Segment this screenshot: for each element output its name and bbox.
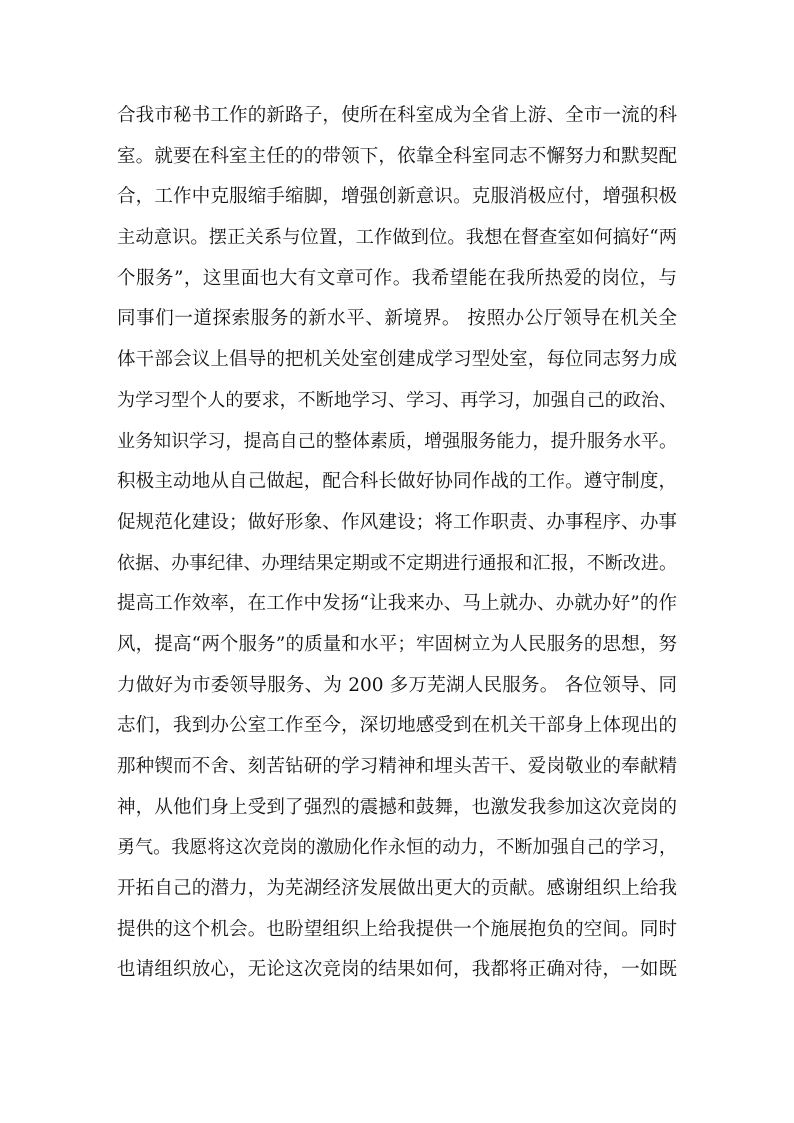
text-line: 同事们一道探索服务的新水平、新境界。 按照办公厅领导在机关全 bbox=[117, 308, 677, 330]
text-line: 那种锲而不舍、刻苦钻研的学习精神和埋头苦干、爱岗敬业的奉献精 bbox=[117, 756, 677, 777]
text-line: 提高工作效率，在工作中发扬“让我来办、马上就办、办就办好”的作 bbox=[117, 593, 677, 615]
text-line: 为学习型个人的要求，不断地学习、学习、再学习，加强自己的政治、 bbox=[117, 389, 677, 411]
body-text bbox=[117, 96, 677, 991]
text-line: 个服务”，这里面也大有文章可作。我希望能在我所热爱的岗位，与 bbox=[117, 267, 677, 289]
text-line: 室。就要在科室主任的的带领下，依靠全科室同志不懈努力和默契配 bbox=[117, 145, 677, 167]
text-line: 风，提高“两个服务”的质量和水平；牢固树立为人民服务的思想，努 bbox=[117, 633, 677, 655]
text-line: 神，从他们身上受到了强烈的震撼和鼓舞，也激发我参加这次竞岗的 bbox=[117, 796, 677, 818]
text-line: 也请组织放心，无论这次竞岗的结果如何，我都将正确对待，一如既 bbox=[117, 959, 677, 981]
text-line: 力做好为市委领导服务、为 200 多万芜湖人民服务。 各位领导、同 bbox=[117, 674, 677, 696]
text-line: 积极主动地从自己做起，配合科长做好协同作战的工作。遵守制度， bbox=[117, 471, 677, 493]
text-line: 体干部会议上倡导的把机关处室创建成学习型处室，每位同志努力成 bbox=[117, 349, 677, 371]
text-line: 合我市秘书工作的新路子，使所在科室成为全省上游、全市一流的科 bbox=[117, 105, 677, 126]
text-line: 促规范化建设；做好形象、作风建设；将工作职责、办事程序、办事 bbox=[117, 511, 677, 533]
text-line: 业务知识学习，提高自己的整体素质，增强服务能力，提升服务水平。 bbox=[117, 430, 677, 452]
text-line: 开拓自己的潜力，为芜湖经济发展做出更大的贡献。感谢组织上给我 bbox=[117, 878, 677, 900]
text-line: 提供的这个机会。也盼望组织上给我提供一个施展抱负的空间。同时 bbox=[117, 918, 677, 940]
text-line: 志们，我到办公室工作至今，深切地感受到在机关干部身上体现出的 bbox=[117, 715, 677, 737]
text-line: 勇气。我愿将这次竞岗的激励化作永恒的动力，不断加强自己的学习， bbox=[117, 837, 677, 859]
text-line: 合，工作中克服缩手缩脚，增强创新意识。克服消极应付，增强积极 bbox=[117, 186, 677, 208]
text-line: 主动意识。摆正关系与位置，工作做到位。我想在督查室如何搞好“两 bbox=[117, 227, 677, 249]
text-line: 依据、办事纪律、办理结果定期或不定期进行通报和汇报，不断改进。 bbox=[117, 552, 677, 574]
